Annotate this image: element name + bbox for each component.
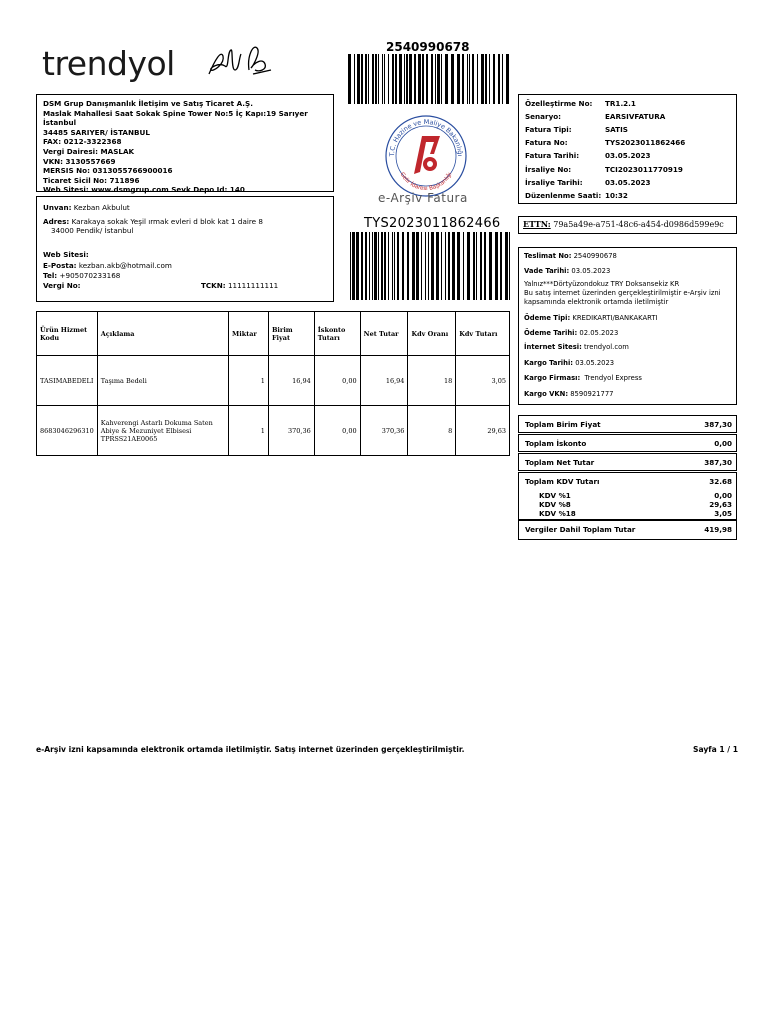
meta-value: SATIS [605, 125, 628, 134]
buyer-tckn: 11111111111 [227, 280, 279, 290]
vade-label: Vade Tarihi: [524, 267, 570, 275]
vat-1-value: 0,00 [714, 491, 732, 500]
column-header: Kdv Oranı [408, 312, 456, 356]
item-code: 8683046296310 [37, 406, 98, 456]
column-header: Miktar [229, 312, 269, 356]
barcode-number: 2540990678 [386, 40, 470, 54]
web-label: Web Sitesi: [43, 249, 89, 259]
seal-bottom-text: Gelir İdaresi Başkanlığı [398, 171, 454, 193]
total-discount-label: Toplam İskonto [525, 439, 587, 448]
kargo-tarihi-value: 03.05.2023 [575, 359, 615, 367]
invoice-meta-box [518, 94, 737, 204]
vade-value: 03.05.2023 [571, 267, 611, 275]
seller-trade-registry: Ticaret Sicil No: 711896 [43, 175, 140, 185]
internet-label: İnternet Sitesi: [524, 343, 582, 351]
meta-label: Düzenlenme Saati: [525, 191, 602, 200]
total-unit-price-box [518, 415, 737, 433]
seller-website: Web Sitesi: www.dsmgrup.com Sevk Depo Id: 140 [43, 185, 245, 195]
total-vat-box [518, 472, 737, 520]
kargo-firmasi-label: Kargo Firması: [524, 374, 581, 382]
item-description [97, 406, 228, 456]
trendyol-logo: trendyol [42, 44, 175, 83]
item-vat-amount: 3,05 [456, 356, 510, 406]
seller-fax: FAX: 0212-3322368 [43, 137, 122, 147]
item-vat-rate: 18 [408, 356, 456, 406]
vat-18-value: 3,05 [714, 509, 732, 518]
teslimat-value: 2540990678 [573, 252, 617, 260]
item-unit-price: 370,36 [268, 406, 314, 456]
total-vat-label: Toplam KDV Tutarı [525, 477, 600, 486]
odeme-tipi-value: KREDIKARTI/BANKAKARTI [572, 314, 658, 322]
internet-value: trendyol.com [584, 343, 629, 351]
item-code: TASIMABEDELI [37, 356, 98, 406]
item-quantity: 1 [229, 356, 269, 406]
item-net: 16,94 [360, 356, 408, 406]
meta-label: Fatura Tarihi: [525, 151, 580, 160]
total-discount-value: 0,00 [714, 439, 732, 448]
item-net: 370,36 [360, 406, 408, 456]
kargo-firmasi-value: Trendyol Express [584, 374, 642, 382]
item-discount: 0,00 [314, 406, 360, 456]
item-unit-price: 16,94 [268, 356, 314, 406]
item-description-line: Kahverengi Astarlı Dokuma Saten [100, 418, 213, 427]
seal-top-text: T.C. Hazine ve Maliye Bakanlığı [387, 117, 465, 157]
column-header: Net Tutar [360, 312, 408, 356]
buyer-info-box [36, 196, 334, 302]
buyer-phone: +905070233168 [59, 270, 121, 280]
grand-total-label: Vergiler Dahil Toplam Tutar [525, 525, 636, 534]
vat-8-value: 29,63 [709, 500, 732, 509]
column-header: İskonto Tutarı [314, 312, 360, 356]
total-vat-value: 32.68 [709, 477, 732, 486]
sale-note-2: kapsamında elektronik ortamda iletilmiştir [524, 298, 669, 306]
barcode-top [348, 54, 510, 104]
seller-mersis: MERSIS No: 0313055766900016 [43, 166, 173, 176]
signature-image [205, 40, 273, 84]
column-header: Ürün Hizmet Kodu [37, 312, 98, 356]
total-net-label: Toplam Net Tutar [525, 458, 595, 467]
total-unit-price-label: Toplam Birim Fiyat [525, 420, 601, 429]
seller-postal: 34485 SARIYER/ İSTANBUL [43, 127, 150, 137]
odeme-tarihi-label: Ödeme Tarihi: [524, 329, 578, 337]
meta-value: 10:32 [605, 191, 628, 200]
buyer-address-city: 34000 Pendik/ İstanbul [51, 226, 134, 236]
amount-in-words: Yalnız***Dörtyüzondokuz TRY Doksansekiz KR [524, 280, 680, 288]
seller-tax-office: Vergi Dairesi: MASLAK [43, 146, 135, 156]
barcode-bottom [350, 232, 510, 300]
meta-value: TR1.2.1 [605, 99, 636, 108]
svg-text:Gelir İdaresi Başkanlığı [399, 171, 454, 192]
adres-label: Adres: [43, 216, 70, 226]
ettn-value: 79a5a49e-a751-48c6-a454-d0986d599e9c [553, 220, 724, 229]
buyer-email: kezban.akb@hotmail.com [78, 261, 172, 271]
meta-label: Fatura Tipi: [525, 125, 572, 134]
kargo-tarihi-label: Kargo Tarihi: [524, 359, 574, 367]
meta-value: 03.05.2023 [605, 178, 651, 187]
kargo-vkn-label: Kargo VKN: [524, 390, 569, 398]
tys-number: TYS2023011862466 [364, 216, 501, 231]
grand-total-box [518, 520, 737, 540]
kargo-vkn-value: 8590921777 [570, 390, 614, 398]
grand-total-value: 419,98 [704, 525, 732, 534]
meta-label: Senaryo: [525, 112, 562, 121]
column-header: Kdv Tutarı [456, 312, 510, 356]
item-vat-amount: 29,63 [456, 406, 510, 456]
item-vat-rate: 8 [408, 406, 456, 456]
gib-seal-icon [384, 114, 468, 198]
total-discount-box [518, 434, 737, 452]
vat-1-label: KDV %1 [539, 491, 571, 500]
column-header: Birim Fiyat [268, 312, 314, 356]
odeme-tipi-label: Ödeme Tipi: [524, 314, 571, 322]
item-description [97, 356, 228, 406]
meta-value: EARSIVFATURA [605, 112, 666, 121]
item-discount: 0,00 [314, 356, 360, 406]
sale-note-1: Bu satış internet üzerinden gerçekleştirilmiştir e-Arşiv izni [524, 289, 721, 297]
buyer-name: Kezban Akbulut [73, 203, 130, 212]
footer-note: e-Arşiv izni kapsamında elektronik ortamda iletilmiştir. Satış internet üzerinden gerçekleştirilmiştir. [36, 745, 465, 754]
meta-label: İrsaliye No: [525, 165, 572, 174]
meta-value: TCI2023011770919 [605, 165, 683, 174]
ettn-box [518, 216, 737, 234]
page-number: Sayfa 1 / 1 [693, 745, 739, 754]
unvan-label: Unvan: [43, 203, 72, 212]
meta-label: Fatura No: [525, 138, 568, 147]
shipping-payment-box [518, 247, 737, 405]
meta-value: TYS2023011862466 [605, 138, 686, 147]
table-header-row [37, 312, 510, 356]
meta-value: 03.05.2023 [605, 151, 651, 160]
earsiv-label: e-Arşiv Fatura [378, 191, 468, 205]
item-description-line: TPRSS21AE0065 [100, 434, 158, 443]
meta-label: İrsaliye Tarihi: [525, 178, 583, 187]
seller-name: DSM Grup Danışmanlık İletişim ve Satış Ticaret A.Ş. [43, 99, 253, 108]
tckn-label: TCKN: [201, 280, 226, 290]
seller-vkn: VKN: 3130557669 [43, 156, 116, 166]
seller-address: Maslak Mahallesi Saat Sokak Spine Tower No:5 İç Kapı:19 Sarıyer İstanbul [43, 108, 308, 128]
items-table [36, 311, 510, 456]
total-unit-price-value: 387,30 [704, 420, 732, 429]
item-quantity: 1 [229, 406, 269, 456]
vergi-label: Vergi No: [43, 280, 81, 290]
odeme-tarihi-value: 02.05.2023 [579, 329, 619, 337]
eposta-label: E-Posta: [43, 261, 77, 271]
item-description-line: Taşıma Bedeli [100, 376, 147, 385]
table-row [37, 356, 510, 406]
total-net-box [518, 453, 737, 471]
seller-info-box [36, 94, 334, 195]
tel-label: Tel: [43, 270, 58, 280]
total-net-value: 387,30 [704, 458, 732, 467]
ettn-label: ETTN: [523, 219, 551, 229]
item-description-line: Abiye & Mezuniyet Elbisesi [100, 426, 192, 435]
buyer-address: Karakaya sokak Yeşil ırmak evleri d blok kat 1 daire 8 [71, 216, 263, 226]
vat-8-label: KDV %8 [539, 500, 571, 509]
teslimat-label: Teslimat No: [524, 252, 572, 260]
column-header: Açıklama [97, 312, 228, 356]
vat-18-label: KDV %18 [539, 509, 576, 518]
table-row [37, 406, 510, 456]
meta-label: Özelleştirme No: [525, 99, 593, 108]
